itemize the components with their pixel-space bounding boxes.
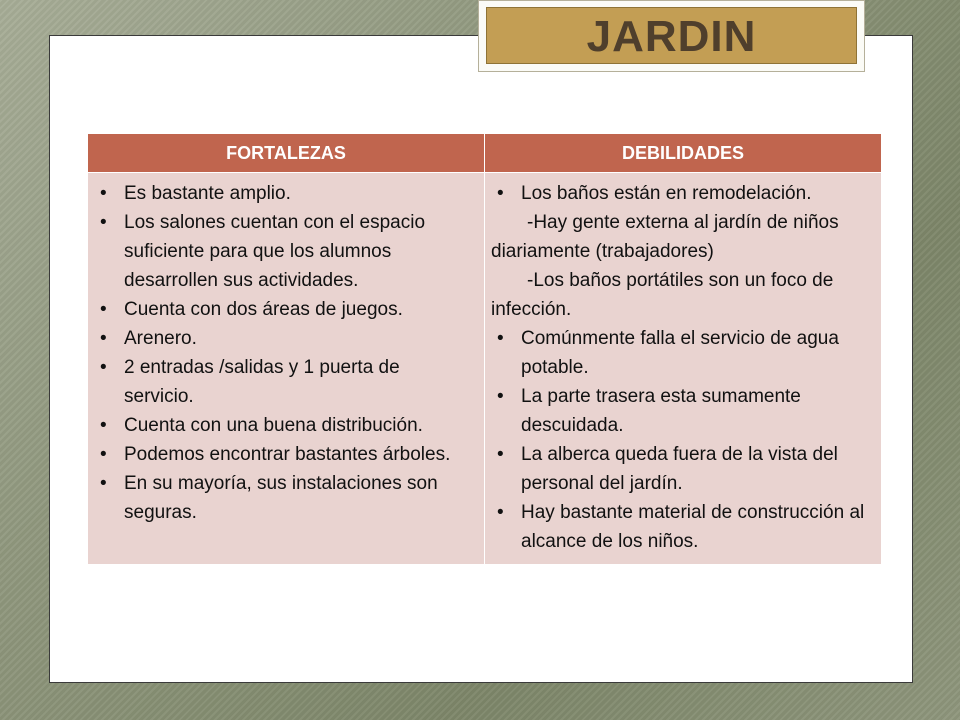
- list-item: • La parte trasera esta sumamente descuidada.: [491, 382, 871, 440]
- swot-table: [87, 133, 882, 565]
- debilidades-paragraph: -Hay gente externa al jardín de niños diariamente (trabajadores): [491, 212, 839, 262]
- list-item: • 2 entradas /salidas y 1 puerta de servicio.: [94, 353, 474, 411]
- list-item: • Los baños están en remodelación.: [491, 179, 871, 208]
- header-debilidades: DEBILIDADES: [485, 134, 882, 173]
- list-item: • La alberca queda fuera de la vista del personal del jardín.: [491, 440, 871, 498]
- list-item: • Cuenta con una buena distribución.: [94, 411, 474, 440]
- list-item: • En su mayoría, sus instalaciones son seguras.: [94, 469, 474, 527]
- list-item: • Es bastante amplio.: [94, 179, 474, 208]
- debilidades-list: [491, 179, 871, 208]
- header-fortalezas: FORTALEZAS: [88, 134, 485, 173]
- slide-title: JARDIN: [586, 11, 757, 61]
- list-item: • Arenero.: [94, 324, 474, 353]
- fortalezas-list: [94, 179, 474, 527]
- table-header-row: [88, 134, 882, 173]
- list-item: • Cuenta con dos áreas de juegos.: [94, 295, 474, 324]
- list-item: • Podemos encontrar bastantes árboles.: [94, 440, 474, 469]
- list-item: • Hay bastante material de construcción al alcance de los niños.: [491, 498, 871, 556]
- title-frame: [478, 0, 865, 72]
- debilidades-list: [491, 324, 871, 556]
- debilidades-cell: [485, 173, 882, 565]
- list-item: • Comúnmente falla el servicio de agua potable.: [491, 324, 871, 382]
- fortalezas-cell: [88, 173, 485, 565]
- title-box: [486, 7, 857, 64]
- debilidades-paragraph: -Los baños portátiles son un foco de infección.: [491, 270, 834, 320]
- list-item: • Los salones cuentan con el espacio suficiente para que los alumnos desarrollen sus actividades.: [94, 208, 474, 295]
- table-row: [88, 173, 882, 565]
